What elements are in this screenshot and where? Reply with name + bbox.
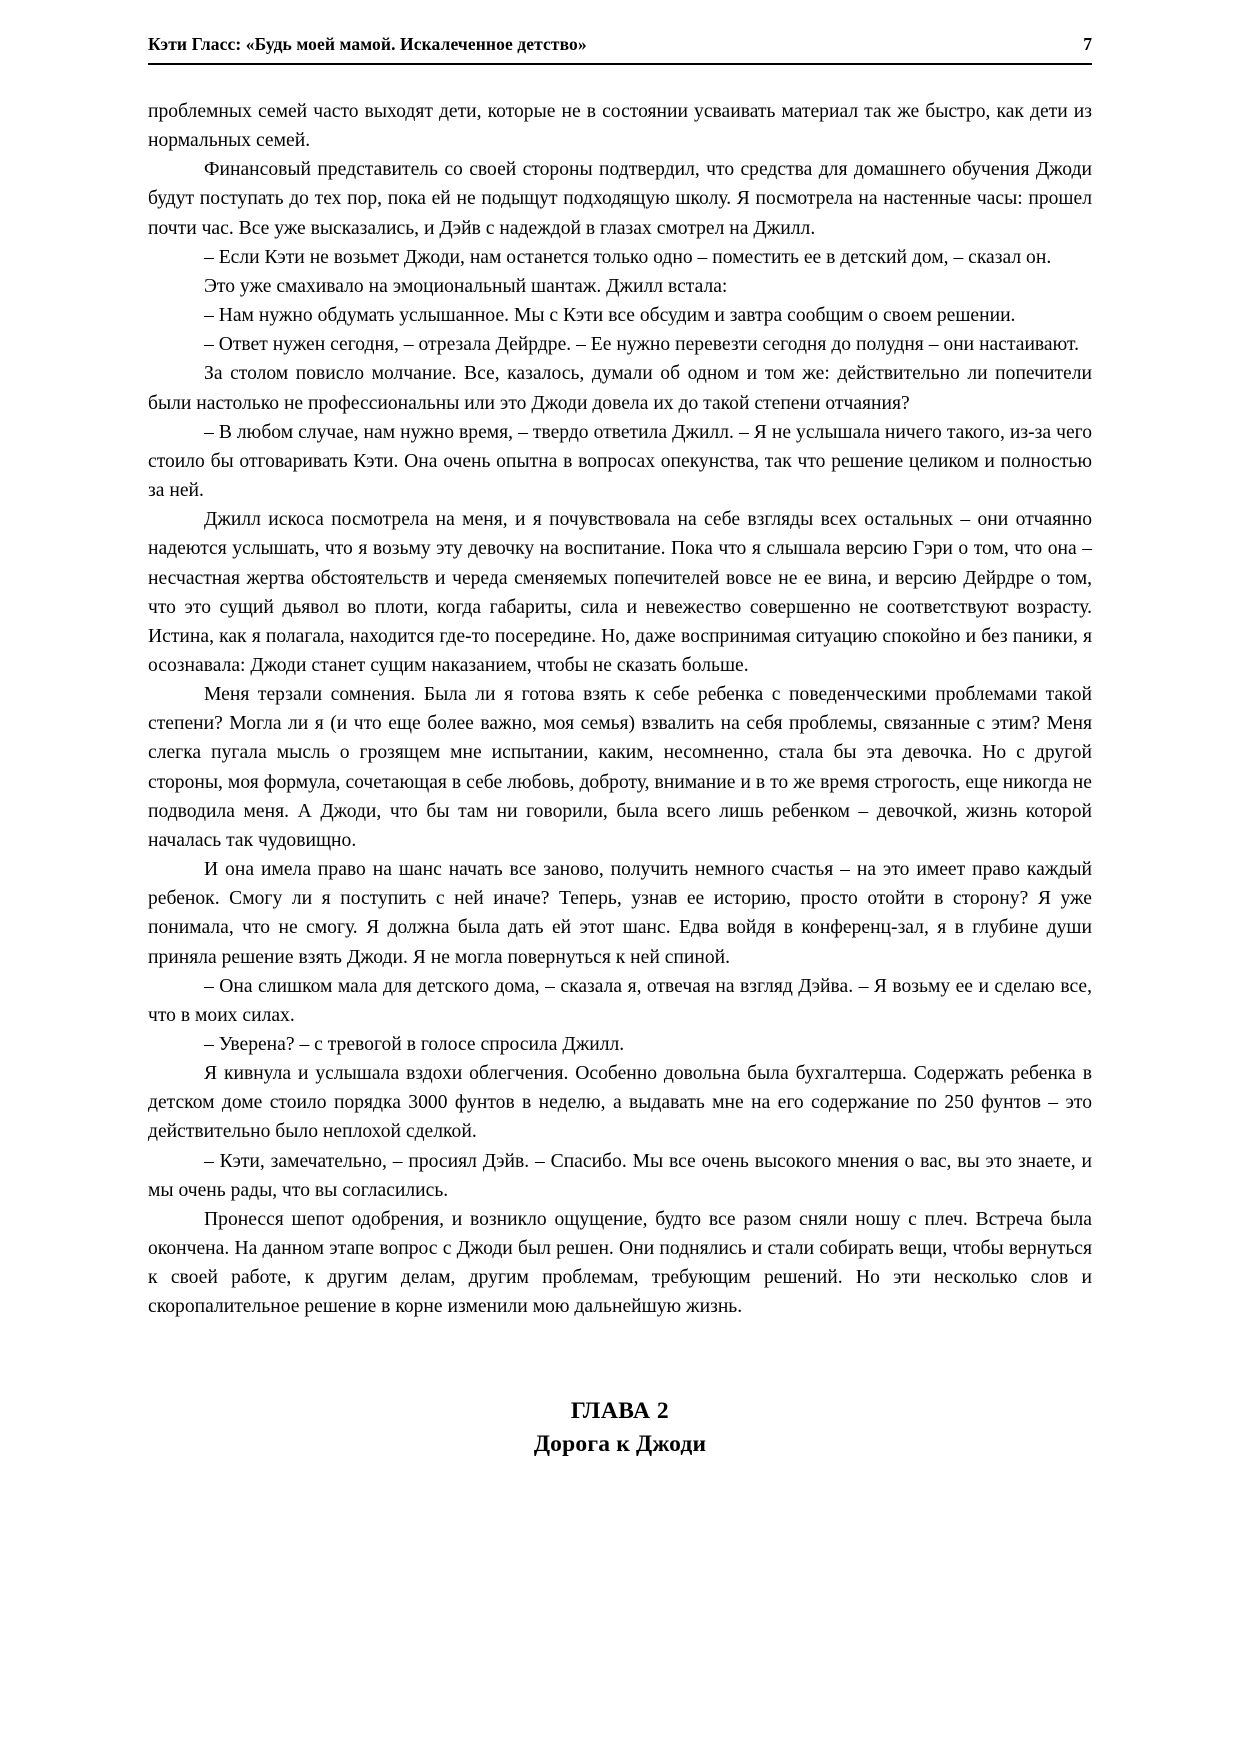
paragraph: – Нам нужно обдумать услышанное. Мы с Кэти все обсудим и завтра сообщим о своем решении. bbox=[204, 305, 1016, 327]
header-divider bbox=[148, 63, 1092, 65]
paragraph: – В любом случае, нам нужно время, – твердо ответила Джилл. – Я не услышала ничего такого, из-за чего стоило бы отговаривать Кэти. Она очень опытна в вопросах опекунства, так что решение целиком и полностью за ней. bbox=[148, 421, 1092, 502]
paragraph: Пронесся шепот одобрения, и возникло ощущение, будто все разом сняли ношу с плеч. Встреча была окончена. На данном этапе вопрос с Джоди был решен. Они поднялись и стали собирать вещи, чтобы вернуться к своей работе, к другим делам, другим проблемам, требующим решений. Но эти несколько слов и скоропалительное решение в корне изменили мою дальнейшую жизнь. bbox=[148, 1208, 1092, 1318]
paragraph: проблемных семей часто выходят дети, которые не в состоянии усваивать материал так же быстро, как дети из нормальных семей. bbox=[148, 101, 1092, 152]
paragraph: – Ответ нужен сегодня, – отрезала Дейрдре. – Ее нужно перевезти сегодня до полудня – они настаивают. bbox=[204, 334, 1079, 356]
paragraph: – Она слишком мала для детского дома, – сказала я, отвечая на взгляд Дэйва. – Я возьму ее и сделаю все, что в моих силах. bbox=[148, 975, 1092, 1026]
paragraph: И она имела право на шанс начать все заново, получить немного счастья – на это имеет право каждый ребенок. Смогу ли я поступить с ней иначе? Теперь, узнав ее историю, просто отойти в сторону? Я уже понимала, что не смогу. Я должна была дать ей этот шанс. Едва войдя в конференц-зал, я в глубине души приняла решение взять Джоди. Я не могла повернуться к ней спиной. bbox=[148, 859, 1092, 968]
paragraph: – Если Кэти не возьмет Джоди, нам останется только одно – поместить ее в детский дом, – сказал он. bbox=[204, 246, 1052, 268]
chapter-title: Дорога к Джоди bbox=[533, 1431, 707, 1457]
body-text-column bbox=[148, 97, 1092, 1322]
paragraph: Финансовый представитель со своей стороны подтвердил, что средства для домашнего обучения Джоди будут поступать до тех пор, пока ей не подыщут подходящую школу. Я посмотрела на настенные часы: прошел почти час. Все уже высказались, и Дэйв с надеждой в глазах смотрел на Джилл. bbox=[148, 159, 1092, 239]
paragraph: – Кэти, замечательно, – просиял Дэйв. – Спасибо. Мы все очень высокого мнения о вас, вы это знаете, и мы очень рады, что вы согласились. bbox=[148, 1150, 1092, 1201]
paragraph: – Уверена? – с тревогой в голосе спросила Джилл. bbox=[204, 1034, 625, 1055]
paragraph: Это уже смахивало на эмоциональный шантаж. Джилл встала: bbox=[204, 275, 728, 297]
book-title-header: Кэти Гласс: «Будь моей мамой. Искалеченное детство» bbox=[148, 34, 587, 54]
paragraph: Джилл искоса посмотрела на меня, и я почувствовала на себе взгляды всех остальных – они отчаянно надеются услышать, что я возьму эту девочку на воспитание. Пока что я слышала версию Гэри о том, что она – несчастная жертва обстоятельств и череда сменяемых попечителей вовсе не ее вина, и версию Дейрдре о том, что это сущий дьявол во плоти, когда габариты, сила и невежество совершенно не соответствуют возрасту. Истина, как я полагала, находится где-то посередине. Но, даже воспринимая ситуацию спокойно и без паники, я осознавала: Джоди станет сущим наказанием, чтобы не сказать больше. bbox=[148, 509, 1092, 676]
paragraph: Я кивнула и услышала вздохи облегчения. Особенно довольна была бухгалтерша. Содержать ребенка в детском доме стоило порядка 3000 фунтов в неделю, а выдавать мне на его содержание по 250 фунтов – это действительно было неплохой сделкой. bbox=[148, 1063, 1092, 1143]
paragraph: За столом повисло молчание. Все, казалось, думали об одном и том же: действительно ли попечители были настолько не профессиональны или это Джоди довела их до такой степени отчаяния? bbox=[148, 363, 1092, 414]
paragraph: Меня терзали сомнения. Была ли я готова взять к себе ребенка с поведенческими проблемами такой степени? Могла ли я (и что еще более важно, моя семья) взвалить на себя проблемы, связанные с этим? Меня слегка пугала мысль о грозящем мне испытании, каким, несомненно, стала бы эта девочка. Но с другой стороны, моя формула, сочетающая в себе любовь, доброту, внимание и в то же время строгость, еще никогда не подводила меня. А Джоди, что бы там ни говорили, была всего лишь ребенком – девочкой, жизнь которой началась так чудовищно. bbox=[148, 684, 1092, 851]
running-header bbox=[148, 34, 1092, 55]
chapter-number: ГЛАВА 2 bbox=[570, 1398, 670, 1424]
chapter-heading bbox=[148, 1395, 1092, 1461]
page-number: 7 bbox=[1083, 34, 1092, 54]
